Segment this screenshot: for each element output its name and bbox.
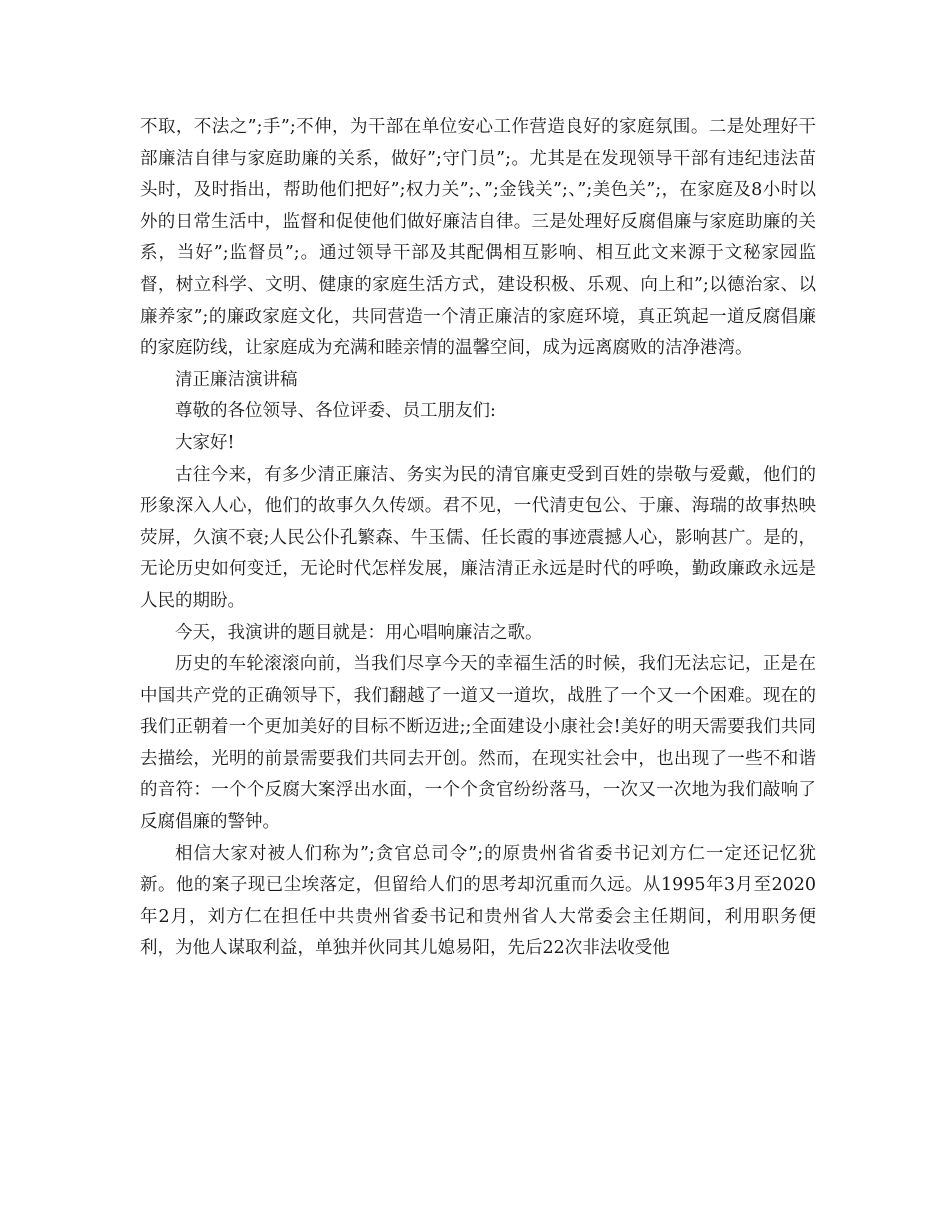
speech-title: 清正廉洁演讲稿 <box>175 369 298 390</box>
document-body <box>140 112 816 965</box>
paragraph-history-wheel: 历史的车轮滚滚向前，当我们尽享今天的幸福生活的时候，我们无法忘记，正是在中国共产党的正确领导下，我们翻越了一道又一道坎，战胜了一个又一个困难。现在的我们正朝着一个更加美好的目标不断迈进;;全面建设小康社会!美好的明天需要我们共同去描绘，光明的前景需要我们共同去开创。然而，在现实社会中，也出现了一些不和谐的音符：一个个反腐大案浮出水面，一个个贪官纷纷落马，一次又一次地为我们敲响了反腐倡廉的警钟。 <box>140 654 816 833</box>
greeting: 大家好! <box>175 432 235 453</box>
paragraph-speech-topic: 今天，我演讲的题目就是：用心唱响廉洁之歌。 <box>175 622 543 643</box>
paragraph-corruption-case: 相信大家对被人们称为”;贪官总司令”;的原贵州省省委书记刘方仁一定还记忆犹新。他的案子现已尘埃落定，但留给人们的思考却沉重而久远。从1995年3月至2020年2月，刘方仁在担任中共贵州省委书记和贵州省人大常委会主任期间，利用职务便利，为他人谋取利益，单独并伙同其儿媳易阳，先后22次非法收受他 <box>140 843 816 959</box>
paragraph-family-integrity-continued: 不取，不法之”;手”;不伸，为干部在单位安心工作营造良好的家庭氛围。二是处理好干部廉洁自律与家庭助廉的关系，做好”;守门员”;。尤其是在发现领导干部有违纪违法苗头时，及时指出，帮助他们把好”;权力关”;、”;金钱关”;、”;美色关”;，在家庭及8小时以外的日常生活中，监督和促使他们做好廉洁自律。三是处理好反腐倡廉与家庭助廉的关系，当好”;监督员”;。通过领导干部及其配偶相互影响、相互此文来源于文秘家园监督，树立科学、文明、健康的家庭生活方式，建设积极、乐观、向上和”;以德治家、以廉养家”;的廉政家庭文化，共同营造一个清正廉洁的家庭环境，真正筑起一道反腐倡廉的家庭防线，让家庭成为充满和睦亲情的温馨空间，成为远离腐败的洁净港湾。 <box>140 117 816 359</box>
paragraph-honest-officials: 古往今来，有多少清正廉洁、务实为民的清官廉吏受到百姓的崇敬与爱戴，他们的形象深入人心，他们的故事久久传颂。君不见，一代清吏包公、于廉、海瑞的故事热映荧屏，久演不衰;人民公仆孔繁森、牛玉儒、任长霞的事迹震撼人心，影响甚广。是的，无论历史如何变迁，无论时代怎样发展，廉洁清正永远是时代的呼唤，勤政廉政永远是人民的期盼。 <box>140 464 816 611</box>
salutation: 尊敬的各位领导、各位评委、员工朋友们: <box>175 401 496 422</box>
